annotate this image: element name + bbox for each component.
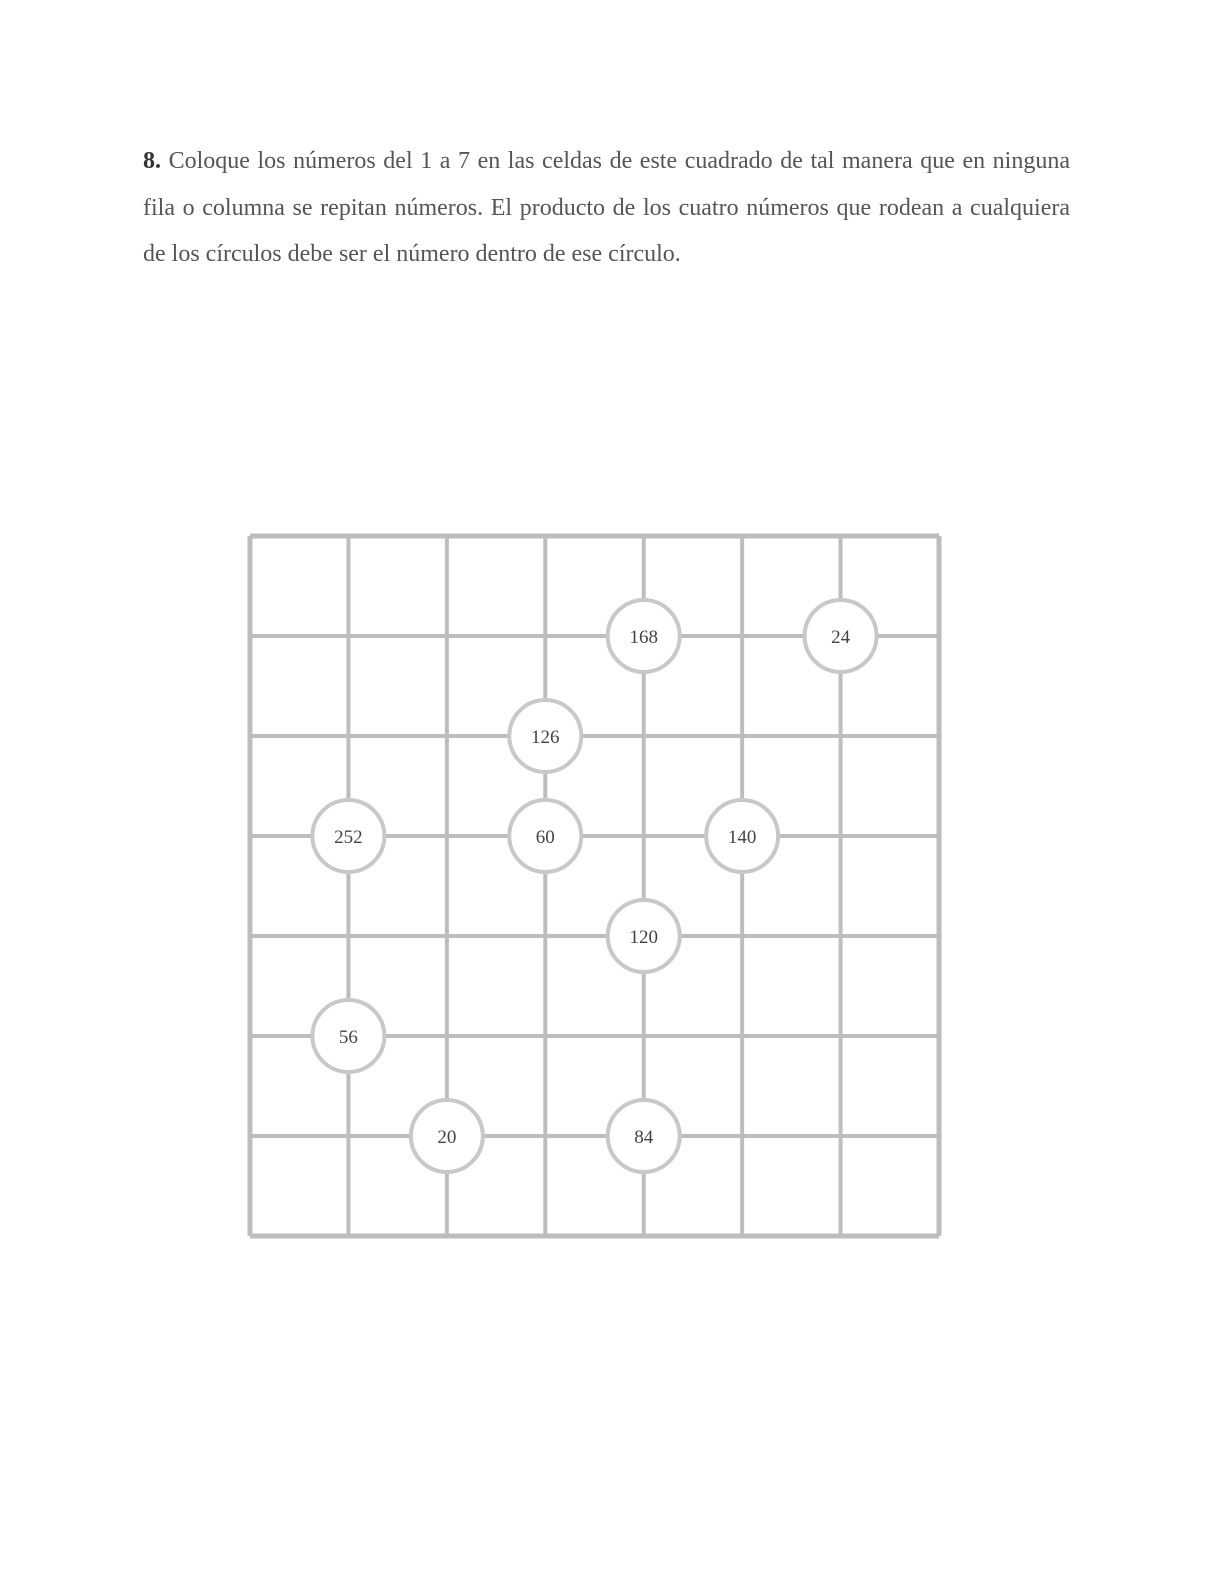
clue-value: 140 <box>727 827 757 848</box>
clue-value: 252 <box>334 827 363 848</box>
puzzle-grid-svg <box>246 532 943 1240</box>
clue-value: 20 <box>437 1127 457 1148</box>
clue-value: 60 <box>535 827 555 848</box>
clue-circle <box>608 900 680 972</box>
problem-text: Coloque los números del 1 a 7 en las celdas de este cuadrado de tal manera que en ninguna fila o columna se repitan números. El producto de los cuatro números que rodean a cualquiera de los círculos debe ser el número dentro de ese círculo. <box>143 148 1070 267</box>
clue-value: 56 <box>338 1027 358 1048</box>
clue-circle <box>411 1100 483 1172</box>
clue-circle <box>312 800 384 872</box>
clue-value: 126 <box>531 727 560 748</box>
puzzle-grid <box>246 532 943 1240</box>
clue-value: 84 <box>634 1127 654 1148</box>
clue-circle <box>608 600 680 672</box>
clue-circle <box>509 700 581 772</box>
clue-circle <box>805 600 877 672</box>
clue-circle <box>509 800 581 872</box>
clue-value: 168 <box>629 627 658 648</box>
clue-circle <box>312 1000 384 1072</box>
clue-value: 120 <box>629 927 658 948</box>
problem-statement <box>143 138 1070 278</box>
problem-number: 8. <box>143 148 161 174</box>
clue-circle <box>706 800 778 872</box>
clue-value: 24 <box>831 627 851 648</box>
clue-circle <box>608 1100 680 1172</box>
